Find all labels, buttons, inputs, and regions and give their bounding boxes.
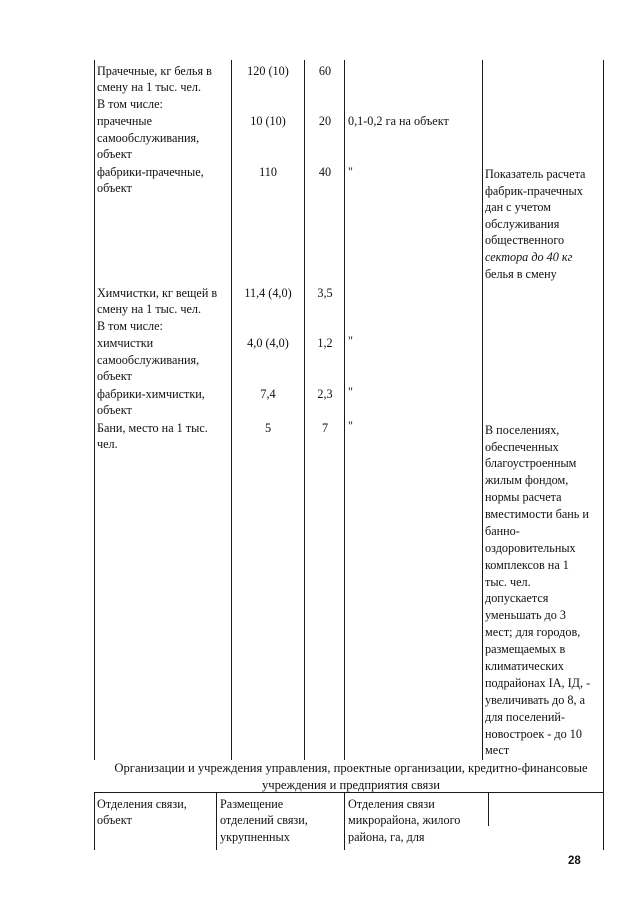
baths-plot: " <box>348 419 353 433</box>
factory-laundry-note-line4: обслуживания <box>485 217 560 231</box>
factory-dry-area: 2,3 <box>317 387 333 401</box>
table-border-right <box>603 60 604 850</box>
laundry-name-line2: смену на 1 тыс. чел. <box>97 80 201 94</box>
factory-laundry-note-line5: общественного <box>485 233 565 247</box>
self-laundry-name-line3: объект <box>97 147 132 161</box>
baths-name-line1: Бани, место на 1 тыс. <box>97 421 208 435</box>
baths-note-line14: размещаемых в <box>485 642 566 656</box>
section-title-line1: Организации и учреждения управления, проектные организации, кредитно-финансовые <box>114 761 588 775</box>
dry-clean-name-line1: Химчистки, кг вещей в <box>97 286 218 300</box>
post-col1-line1: Отделения связи, <box>97 797 187 811</box>
baths-note-line16: подрайонах IА, IД, - <box>485 676 591 690</box>
factory-dry-name-line2: объект <box>97 403 132 417</box>
factory-dry-plot: " <box>348 385 353 399</box>
baths-name-line2: чел. <box>97 437 118 451</box>
factory-dry-name-line1: фабрики-химчистки, <box>97 387 205 401</box>
table-border-left <box>94 60 95 760</box>
factory-laundry-name-line1: фабрики-прачечные, <box>97 165 204 179</box>
post-col2-line3: укрупненных <box>220 830 290 844</box>
self-laundry-name-line1: прачечные <box>97 114 153 128</box>
baths-area: 7 <box>321 421 329 435</box>
factory-dry-norm: 7,4 <box>260 387 276 401</box>
baths-note-line15: климатических <box>485 659 564 673</box>
dry-clean-name-line2: смену на 1 тыс. чел. <box>97 302 201 316</box>
laundry-area: 60 <box>318 64 332 78</box>
baths-norm: 5 <box>264 421 272 435</box>
baths-note-line11: допускается <box>485 591 549 605</box>
baths-note-line10: тыс. чел. <box>485 575 531 589</box>
baths-note-line7: банно- <box>485 524 520 538</box>
laundry-norm: 120 (10) <box>247 64 289 78</box>
self-laundry-plot: 0,1-0,2 га на объект <box>348 114 449 128</box>
self-dry-plot: " <box>348 334 353 348</box>
laundry-name-line1: Прачечные, кг белья в <box>97 64 212 78</box>
baths-note-line8: оздоровительных <box>485 541 576 555</box>
table-divider-4 <box>482 60 483 760</box>
factory-laundry-area: 40 <box>318 165 332 179</box>
factory-laundry-note-line3: дан с учетом <box>485 200 552 214</box>
baths-note-line3: благоустроенным <box>485 456 577 470</box>
post-col2-line2: отделений связи, <box>220 813 308 827</box>
dry-clean-norm: 11,4 (4,0) <box>244 286 292 300</box>
including-label-2: В том числе: <box>97 319 163 333</box>
post-col3-line3: района, га, для <box>348 830 425 844</box>
factory-laundry-note-line1: Показатель расчета <box>485 167 586 181</box>
self-dry-area: 1,2 <box>317 336 333 350</box>
post-col3-line2: микрорайона, жилого <box>348 813 461 827</box>
lower-table-divider-2 <box>344 792 345 850</box>
baths-note-line9: комплексов на 1 <box>485 558 569 572</box>
section-title <box>96 760 606 793</box>
baths-note-line17: увеличивать до 8, а <box>485 693 585 707</box>
self-dry-name-line2: самообслуживания, <box>97 353 200 367</box>
factory-laundry-note-line7: белья в смену <box>485 267 557 281</box>
baths-note-line19: новостроек - до 10 <box>485 727 582 741</box>
baths-note-line2: обеспеченных <box>485 440 559 454</box>
section-title-line2: учреждения и предприятия связи <box>261 777 441 792</box>
including-label-1: В том числе: <box>97 97 163 111</box>
self-dry-name-line3: объект <box>97 369 132 383</box>
factory-laundry-plot: " <box>348 165 353 179</box>
baths-note-line6: вместимости бань и <box>485 507 589 521</box>
lower-table-divider-3 <box>488 792 489 826</box>
self-laundry-area: 20 <box>318 114 332 128</box>
baths-note-line13: мест; для городов, <box>485 625 581 639</box>
baths-note-line1: В поселениях, <box>485 423 560 437</box>
baths-note-line12: уменьшать до 3 <box>485 608 566 622</box>
post-col2-line1: Размещение <box>220 797 284 811</box>
lower-table-border-left <box>94 792 95 850</box>
post-col3-line1: Отделения связи <box>348 797 435 811</box>
factory-laundry-note-line6 <box>485 249 572 266</box>
self-dry-name-line1: химчистки <box>97 336 154 350</box>
baths-note-line18: для поселений- <box>485 710 565 724</box>
factory-laundry-name-line2: объект <box>97 181 132 195</box>
page-number: 28 <box>568 855 581 867</box>
lower-table-divider-1 <box>216 792 217 850</box>
baths-note-line5: нормы расчета <box>485 490 562 504</box>
post-col1-line2: объект <box>97 813 132 827</box>
self-dry-norm: 4,0 (4,0) <box>247 336 289 350</box>
self-laundry-norm: 10 (10) <box>250 114 286 128</box>
baths-note-line4: жилым фондом, <box>485 473 569 487</box>
factory-laundry-norm: 110 <box>259 165 277 179</box>
factory-laundry-note-line2: фабрик-прачечных <box>485 184 583 198</box>
self-laundry-name-line2: самообслуживания, <box>97 131 200 145</box>
factory-laundry-note-emphasis: сектора до 40 кг <box>485 250 573 264</box>
dry-clean-area: 3,5 <box>317 286 333 300</box>
baths-note-line20: мест <box>485 743 510 757</box>
